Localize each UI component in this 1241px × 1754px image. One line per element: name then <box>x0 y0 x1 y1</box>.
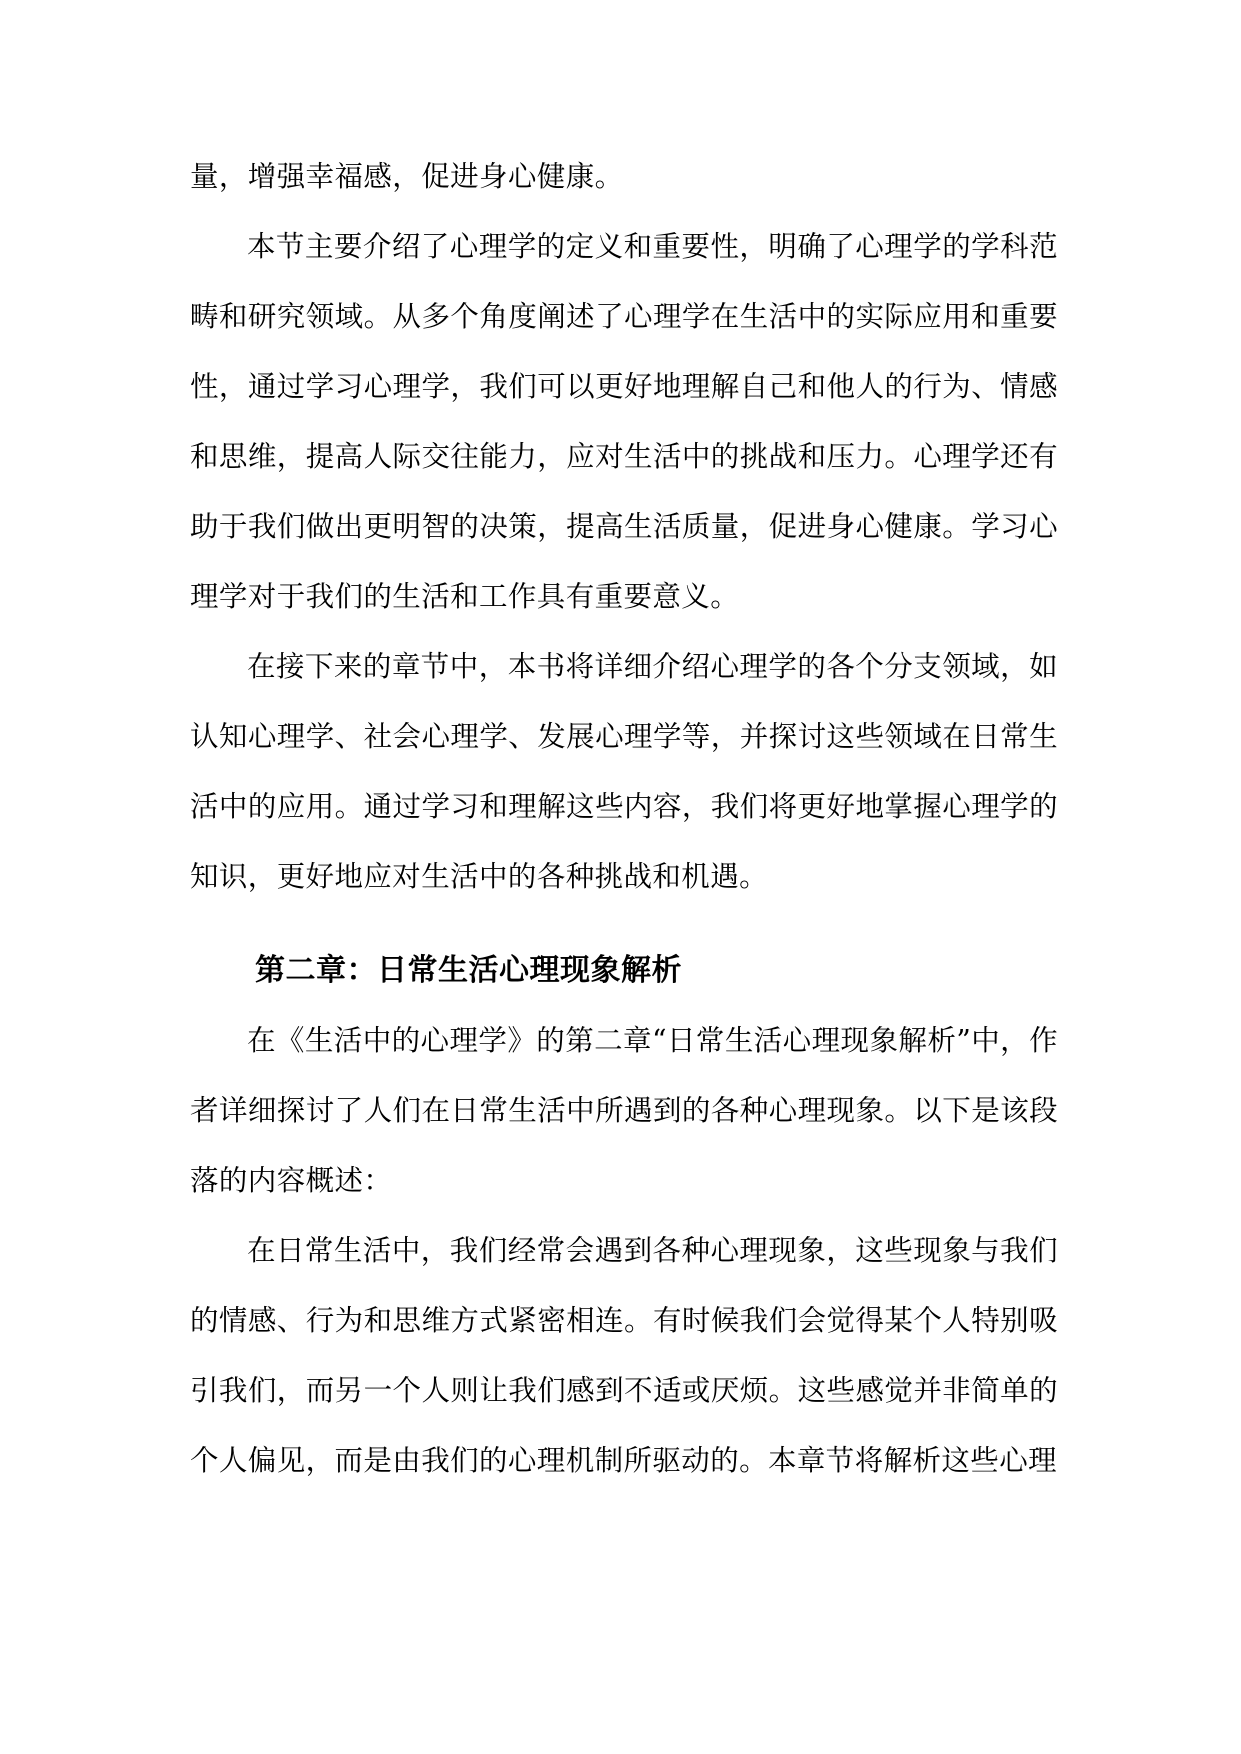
document-page <box>190 142 1058 1496</box>
chapter-heading: 第二章：日常生活心理现象解析 <box>255 953 682 988</box>
paragraph-section-summary: 本节主要介绍了心理学的定义和重要性，明确了心理学的学科范畴和研究领域。从多个角度阐述了心理学在生活中的实际应用和重要性，通过学习心理学，我们可以更好地理解自己和他人的行为、情感和思维，提高人际交往能力，应对生活中的挑战和压力。心理学还有助于我们做出更明智的决策，提高生活质量，促进身心健康。学习心理学对于我们的生活和工作具有重要意义。 <box>190 230 1058 613</box>
paragraph-chapter-intro: 在《生活中的心理学》的第二章“日常生活心理现象解析”中，作者详细探讨了人们在日常生活中所遇到的各种心理现象。以下是该段落的内容概述： <box>190 1024 1058 1197</box>
paragraph-continued: 量，增强幸福感，促进身心健康。 <box>190 160 624 193</box>
paragraph-daily-phenomena: 在日常生活中，我们经常会遇到各种心理现象，这些现象与我们的情感、行为和思维方式紧密相连。有时候我们会觉得某个人特别吸引我们，而另一个人则让我们感到不适或厌烦。这些感觉并非简单的个人偏见，而是由我们的心理机制所驱动的。本章节将解析这些心理 <box>190 1234 1058 1477</box>
paragraph-next-chapters: 在接下来的章节中，本书将详细介绍心理学的各个分支领域，如认知心理学、社会心理学、发展心理学等，并探讨这些领域在日常生活中的应用。通过学习和理解这些内容，我们将更好地掌握心理学的知识，更好地应对生活中的各种挑战和机遇。 <box>190 650 1058 893</box>
